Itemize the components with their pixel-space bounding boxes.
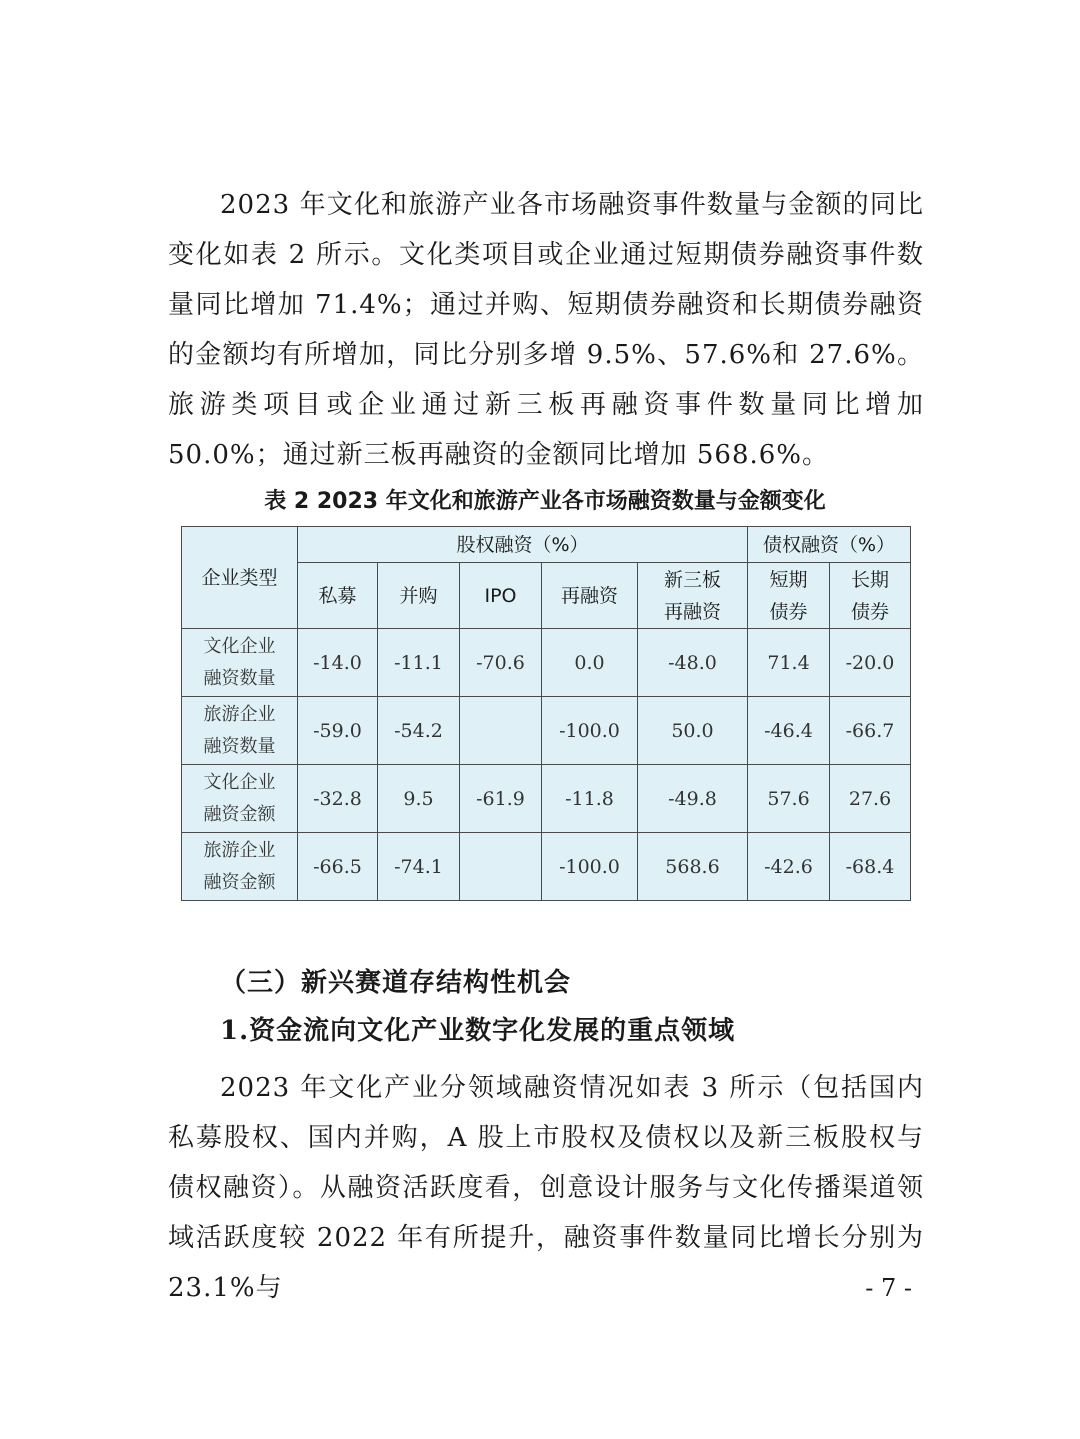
body-paragraph-1: 2023 年文化和旅游产业各市场融资事件数量与金额的同比变化如表 2 所示。文化类项目或企业通过短期债券融资事件数量同比增加 71.4%；通过并购、短期债券融资和长期债券融资的金额均有所增加，同比分别多增 9.5%、57.6%和 27.6%。旅游类项目或企业通过新三板再融资事件数量同比增加 50.0%；通过新三板再融资的金额同比增加 568.6%。 [168,190,924,470]
table-cell: -100.0 [542,833,638,901]
table-cell: 9.5 [378,765,460,833]
table-cell: 57.6 [748,765,830,833]
table-cell: -32.8 [298,765,378,833]
table-cell: -20.0 [830,629,911,697]
row-label: 旅游企业融资金额 [182,833,298,901]
table-cell: -61.9 [460,765,542,833]
equity-group-header: 股权融资（%） [298,527,748,563]
corner-header: 企业类型 [182,527,298,629]
table-cell: -100.0 [542,697,638,765]
table-cell: -11.8 [542,765,638,833]
column-header: 新三板再融资 [638,563,748,629]
table-row [182,765,911,833]
row-label: 文化企业融资数量 [182,629,298,697]
table-caption: 表 2 2023 年文化和旅游产业各市场融资数量与金额变化 [264,489,826,514]
table-row [182,629,911,697]
financing-change-table [181,526,911,901]
table-cell: -14.0 [298,629,378,697]
table-cell: 0.0 [542,629,638,697]
table-cell: 50.0 [638,697,748,765]
table-row [182,697,911,765]
table-cell: -59.0 [298,697,378,765]
table-cell [460,833,542,901]
table-cell: -48.0 [638,629,748,697]
table-cell: -66.5 [298,833,378,901]
column-header: IPO [460,563,542,629]
body-paragraph-2: 2023 年文化产业分领域融资情况如表 3 所示（包括国内私募股权、国内并购，A 股上市股权及债权以及新三板股权与债权融资）。从融资活跃度看，创意设计服务与文化传播渠道领域活跃度较 2022 年有所提升，融资事件数量同比增长分别为 23.1%与 [168,1073,924,1303]
table-cell: 27.6 [830,765,911,833]
table-cell: -46.4 [748,697,830,765]
table-cell [460,697,542,765]
table-cell: -68.4 [830,833,911,901]
table-cell: -74.1 [378,833,460,901]
table-cell: -66.7 [830,697,911,765]
section-heading: （三）新兴赛道存结构性机会 [220,968,572,998]
table-cell: -11.1 [378,629,460,697]
table-cell: -42.6 [748,833,830,901]
column-header: 并购 [378,563,460,629]
subsection-heading: 1.资金流向文化产业数字化发展的重点领域 [220,1016,736,1046]
table-cell: -70.6 [460,629,542,697]
table-cell: -54.2 [378,697,460,765]
row-label: 旅游企业融资数量 [182,697,298,765]
debt-group-header: 债权融资（%） [748,527,911,563]
row-label: 文化企业融资金额 [182,765,298,833]
column-header: 再融资 [542,563,638,629]
column-header: 短期债券 [748,563,830,629]
table-cell: 71.4 [748,629,830,697]
table-row [182,833,911,901]
column-header: 私募 [298,563,378,629]
table-cell: 568.6 [638,833,748,901]
table-cell: -49.8 [638,765,748,833]
page-number: - 7 - [865,1274,912,1302]
column-header: 长期债券 [830,563,911,629]
